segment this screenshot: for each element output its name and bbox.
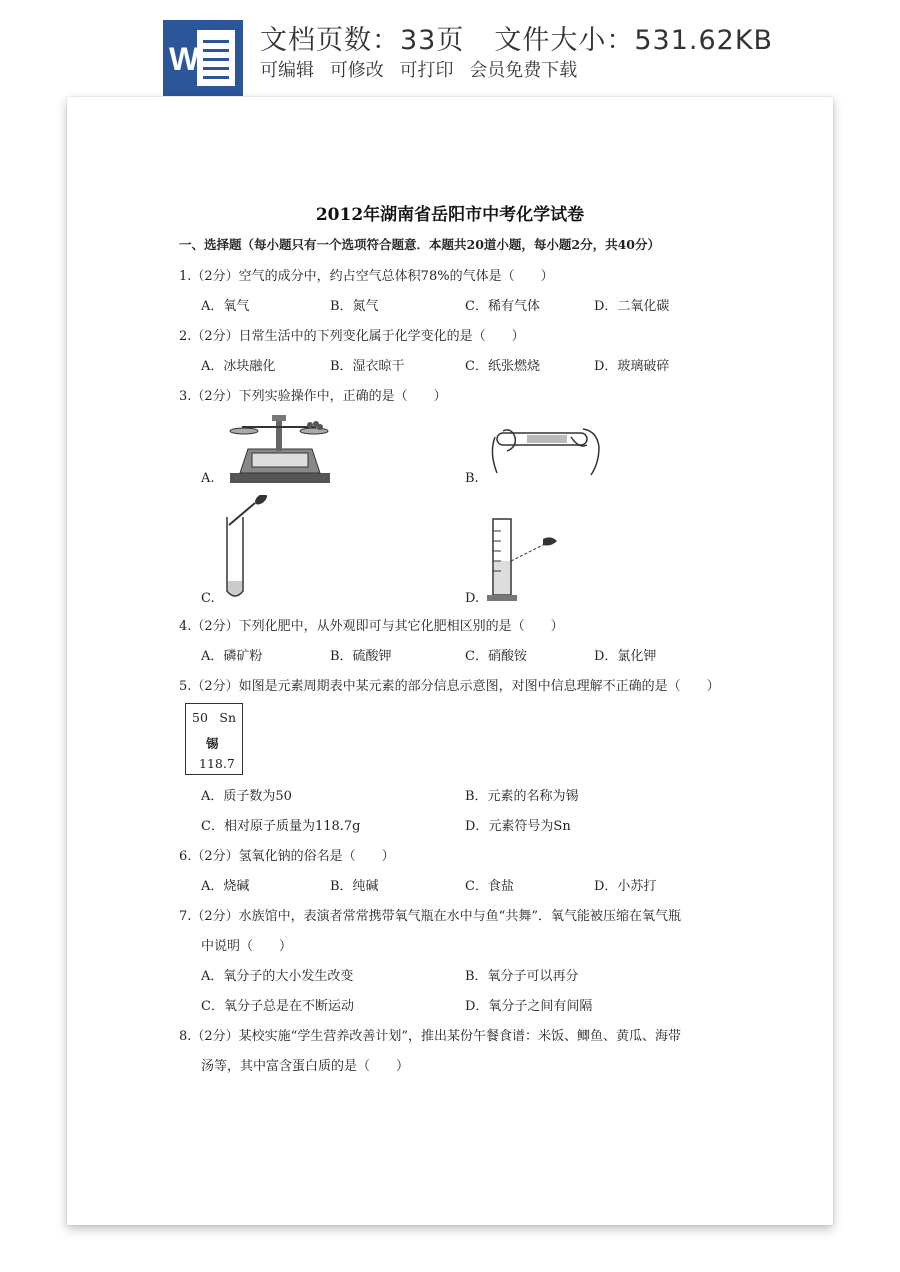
question-7-option-d: D．氧分子之间有间隔 <box>465 999 593 1014</box>
question-6-option-a: A．烧碱 <box>201 879 250 894</box>
feature-editable: 可编辑 <box>260 60 314 81</box>
question-1-option-b: B．氮气 <box>330 299 379 314</box>
question-3-label-c: C. <box>201 591 215 606</box>
question-2-stem: 2.（2分）日常生活中的下列变化属于化学变化的是（ ） <box>179 329 525 344</box>
question-7-stem-line2: 中说明（ ） <box>201 939 293 954</box>
question-7-stem-line1: 7.（2分）水族馆中，表演者常常携带氧气瓶在水中与鱼“共舞”．氧气能被压缩在氧气瓶 <box>179 909 681 924</box>
atomic-mass: 118.7 <box>199 756 235 771</box>
question-4-option-c: C．硝酸铵 <box>465 649 527 664</box>
page-count: 文档页数：33页 <box>260 25 465 56</box>
question-7-option-c: C．氧分子总是在不断运动 <box>201 999 354 1014</box>
document-page <box>67 97 833 1225</box>
question-4-option-d: D．氯化钾 <box>594 649 657 664</box>
question-5-option-b: B．元素的名称为锡 <box>465 789 579 804</box>
svg-text:W: W <box>169 41 200 77</box>
question-1-option-d: D．二氧化碳 <box>594 299 670 314</box>
element-name: 锡 <box>206 736 219 751</box>
question-2-option-c: C．纸张燃烧 <box>465 359 540 374</box>
question-2-option-d: D．玻璃破碎 <box>594 359 670 374</box>
feature-member-download: 会员免费下载 <box>469 60 578 81</box>
balance-scale-figure <box>222 409 337 489</box>
question-3-stem: 3.（2分）下列实验操作中，正确的是（ ） <box>179 389 447 404</box>
question-1-stem: 1.（2分）空气的成分中，约占空气总体积78%的气体是（ ） <box>179 269 554 284</box>
question-6-option-d: D．小苏打 <box>594 879 657 894</box>
test-tube-handling-figure <box>487 423 607 483</box>
file-size: 文件大小：531.62KB <box>494 25 774 56</box>
feature-modifiable: 可修改 <box>329 60 384 81</box>
dropper-test-tube-figure <box>219 495 279 603</box>
question-6-option-c: C．食盐 <box>465 879 514 894</box>
question-3-label-a: A. <box>201 471 215 486</box>
word-document-icon <box>163 20 243 96</box>
file-info <box>260 18 773 57</box>
question-5-option-c: C．相对原子质量为118.7g <box>201 819 361 834</box>
download-header <box>0 0 900 100</box>
question-2-option-b: B．湿衣晾干 <box>330 359 405 374</box>
question-4-option-b: B．硫酸钾 <box>330 649 392 664</box>
question-7-option-b: B．氧分子可以再分 <box>465 969 579 984</box>
section-heading: 一、选择题（每小题只有一个选项符合题意．本题共20道小题，每小题2分，共40分） <box>179 237 660 252</box>
question-4-stem: 4.（2分）下列化肥中，从外观即可与其它化肥相区别的是（ ） <box>179 619 564 634</box>
element-symbol: Sn <box>219 710 236 725</box>
question-8-stem-line1: 8.（2分）某校实施“学生营养改善计划”，推出某份午餐食谱：米饭、鲫鱼、黄瓜、海带 <box>179 1029 681 1044</box>
periodic-table-element-tile <box>185 703 243 775</box>
atomic-number: 50 <box>192 710 208 725</box>
question-7-option-a: A．氧分子的大小发生改变 <box>201 969 354 984</box>
feature-list <box>260 56 587 82</box>
exam-title: 2012年湖南省岳阳市中考化学试卷 <box>315 205 585 225</box>
question-2-option-a: A．冰块融化 <box>201 359 276 374</box>
graduated-cylinder-figure <box>487 517 567 605</box>
question-6-stem: 6.（2分）氢氧化钠的俗名是（ ） <box>179 849 395 864</box>
feature-printable: 可打印 <box>399 60 454 81</box>
question-5-option-a: A．质子数为50 <box>201 789 292 804</box>
question-5-option-d: D．元素符号为Sn <box>465 819 571 834</box>
question-4-option-a: A．磷矿粉 <box>201 649 263 664</box>
question-3-label-b: B. <box>465 471 479 486</box>
question-6-option-b: B．纯碱 <box>330 879 379 894</box>
question-5-stem: 5.（2分）如图是元素周期表中某元素的部分信息示意图，对图中信息理解不正确的是（ ） <box>179 679 720 694</box>
question-3-label-d: D. <box>465 591 480 606</box>
question-8-stem-line2: 汤等，其中富含蛋白质的是（ ） <box>201 1059 410 1074</box>
question-1-option-c: C．稀有气体 <box>465 299 540 314</box>
question-1-option-a: A．氧气 <box>201 299 250 314</box>
